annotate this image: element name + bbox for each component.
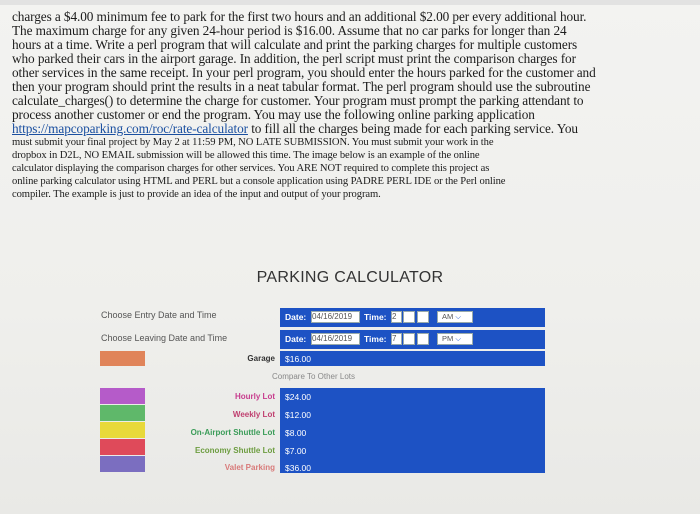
assignment-text <box>12 10 652 201</box>
entry-label: Choose Entry Date and Time <box>101 310 217 320</box>
text-line: hours at a time. Write a perl program that will calculate and print the parking charges for multiple customers <box>12 37 578 52</box>
onairport-swatch <box>100 422 145 438</box>
link-line <box>12 122 652 136</box>
leave-time-label: Time: <box>364 334 387 344</box>
entry-minute-box[interactable] <box>403 311 415 323</box>
hourly-swatch <box>100 388 145 404</box>
text-line: then your program should print the results in a neat tabular format. The perl program should use the subroutine <box>12 79 591 94</box>
leave-date-input[interactable]: 04/16/2019 <box>311 333 360 345</box>
garage-label: Garage <box>247 354 275 363</box>
economy-swatch <box>100 439 145 455</box>
leave-second-box[interactable] <box>417 333 429 345</box>
entry-date-label: Date: <box>285 312 307 322</box>
rate-calculator-link[interactable]: https://mapcoparking.com/roc/rate-calculator <box>12 121 248 136</box>
hourly-value: $24.00 <box>285 392 311 402</box>
valet-swatch <box>100 456 145 472</box>
leave-time-input[interactable]: 7 <box>391 333 402 345</box>
text-line: process another customer or end the program. You may use the following online parking application <box>12 107 535 122</box>
valet-label: Valet Parking <box>224 463 275 472</box>
text-line: charges a $4.00 minimum fee to park for the first two hours and an additional $2.00 per every additional hour. <box>12 9 587 24</box>
hourly-label: Hourly Lot <box>235 392 275 401</box>
entry-time-input[interactable]: 2 <box>391 311 402 323</box>
entry-ampm-value: AM <box>442 312 454 321</box>
onairport-value: $8.00 <box>285 428 307 438</box>
leave-date-label: Date: <box>285 334 307 344</box>
weekly-swatch <box>100 405 145 421</box>
valet-value: $36.00 <box>285 463 311 473</box>
text-line: compiler. The example is just to provide an idea of the input and output of your program. <box>12 189 381 200</box>
entry-second-box[interactable] <box>417 311 429 323</box>
weekly-value: $12.00 <box>285 410 311 420</box>
leave-ampm-value: PM <box>442 334 454 343</box>
weekly-label: Weekly Lot <box>232 410 275 419</box>
compare-bars <box>280 388 545 473</box>
text-line: calculator displaying the comparison charges for other services. You ARE NOT required to complete this project as <box>12 163 490 174</box>
text-line: other services in the same receipt. In your perl program, you should enter the hours parked for the customer and <box>12 65 596 80</box>
top-edge <box>0 0 700 5</box>
text-line: calculate_charges() to determine the charge for customer. Your program must prompt the parking attendant to <box>12 93 584 108</box>
garage-swatch <box>100 351 145 366</box>
economy-value: $7.00 <box>285 446 307 456</box>
chevron-down-icon: ⌵ <box>455 334 462 343</box>
calculator-title: PARKING CALCULATOR <box>256 269 444 286</box>
text-line: dropbox in D2L, NO EMAIL submission will be allowed this time. The image below is an example of the online <box>12 150 480 161</box>
text-line: online parking calculator using HTML and PERL but a console application using PADRE PERL IDE or the Perl online <box>12 176 506 187</box>
leave-minute-box[interactable] <box>403 333 415 345</box>
entry-time-label: Time: <box>364 312 387 322</box>
onairport-label: On-Airport Shuttle Lot <box>190 428 275 437</box>
garage-bar <box>280 351 545 366</box>
entry-date-input[interactable]: 04/16/2019 <box>311 311 360 323</box>
text-line: The maximum charge for any given 24-hour period is $16.00. Assume that no car parks for longer than 24 <box>12 23 567 38</box>
link-suffix: to fill all the charges being made for each parking service. You <box>247 121 578 136</box>
compare-label: Compare To Other Lots <box>272 372 356 381</box>
text-line: who parked their cars in the airport garage. In addition, the perl script must print the comparison charges for <box>12 51 576 66</box>
entry-ampm-select[interactable] <box>437 311 473 323</box>
garage-value: $16.00 <box>285 354 311 364</box>
leaving-label: Choose Leaving Date and Time <box>101 333 228 343</box>
economy-label: Economy Shuttle Lot <box>195 446 275 455</box>
chevron-down-icon: ⌵ <box>455 312 462 321</box>
leave-ampm-select[interactable] <box>437 333 473 345</box>
text-line: must submit your final project by May 2 at 11:59 PM, NO LATE SUBMISSION. You must submit your work in the <box>12 137 494 148</box>
